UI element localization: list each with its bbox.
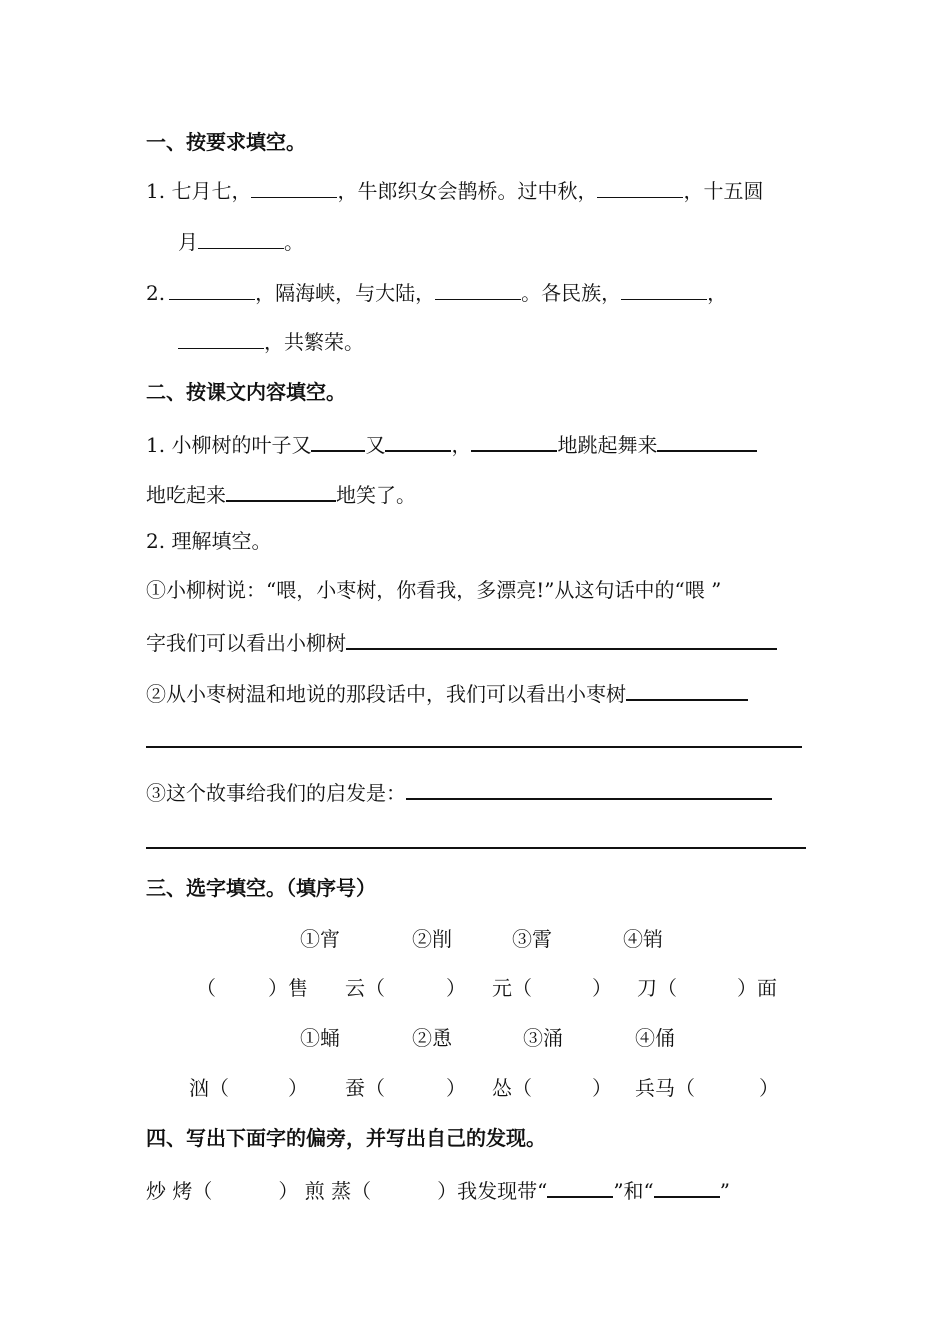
s4-text-d: ”和“ xyxy=(613,1179,654,1203)
blank[interactable] xyxy=(657,428,757,452)
s3-opt2-4: ④俑 xyxy=(635,1026,675,1050)
section-4-title: 四、写出下面字的偏旁，并写出自己的发现。 xyxy=(146,1126,546,1150)
s2-q1-text-c: ， xyxy=(451,433,472,457)
s3-r2-c: 蚕（ xyxy=(345,1076,385,1100)
s1-q2-line2 xyxy=(178,328,364,356)
s2-q2-p3-line xyxy=(146,776,772,807)
s3-r1-g: 刀（ xyxy=(637,976,677,1000)
s2-q2-p3-text: ③这个故事给我们的启发是： xyxy=(146,781,406,805)
answer-line[interactable] xyxy=(146,746,802,748)
s3-opt1-2: ②削 xyxy=(412,927,452,951)
blank[interactable] xyxy=(597,177,683,198)
s1-q2-text-d: ， xyxy=(707,281,728,305)
s2-q1-text-e: 地吃起来 xyxy=(146,483,226,507)
s1-q1-text-b: ，牛郎织女会鹊桥。过中秋， xyxy=(337,179,598,203)
s2-q2-title: 2. 理解填空。 xyxy=(146,529,272,553)
s3-opt2-2: ②恿 xyxy=(412,1026,452,1050)
blank[interactable] xyxy=(198,228,284,249)
s1-q2-text-e: ，共繁荣。 xyxy=(264,330,364,354)
s2-q1-text-a: 1. 小柳树的叶子又 xyxy=(146,433,312,457)
s3-r2-a: 汹（ xyxy=(189,1076,229,1100)
s2-q1-text-f: 地笑了。 xyxy=(336,483,416,507)
s4-text-c: ）我发现带“ xyxy=(437,1179,548,1203)
s3-r2-e: 怂（ xyxy=(492,1076,532,1100)
s3-opt1-4: ④销 xyxy=(623,927,663,951)
blank[interactable] xyxy=(621,279,707,300)
s3-r1-c: 云（ xyxy=(345,976,385,1000)
s2-q1-line2 xyxy=(146,478,416,509)
s3-r2-f: ） xyxy=(592,1076,612,1100)
s2-q1-line1 xyxy=(146,428,757,459)
s3-opt2-1: ①蛹 xyxy=(300,1026,340,1050)
s3-r2-g: 兵马（ xyxy=(635,1076,695,1100)
s3-opt1-3: ③霄 xyxy=(512,927,552,951)
blank[interactable] xyxy=(654,1174,720,1198)
s2-q2-p2-text: ②从小枣树温和地说的那段话中，我们可以看出小枣树 xyxy=(146,682,626,706)
s1-q2-text-a: 2. xyxy=(146,281,166,305)
s1-q1-line1 xyxy=(146,177,763,205)
s4-text-b: ） 煎 蒸（ xyxy=(278,1179,372,1203)
blank[interactable] xyxy=(169,279,255,300)
s1-q1-text-c: ，十五圆 xyxy=(683,179,764,203)
blank[interactable] xyxy=(406,776,772,800)
s3-r2-h: ） xyxy=(759,1076,779,1100)
s3-r1-f: ） xyxy=(592,976,612,1000)
blank[interactable] xyxy=(435,279,521,300)
section-1-title: 一、按要求填空。 xyxy=(146,130,306,154)
s1-q1-text-e: 。 xyxy=(284,230,304,254)
blank[interactable] xyxy=(547,1174,613,1198)
s3-r1-d: ） xyxy=(446,976,466,1000)
blank[interactable] xyxy=(471,428,557,452)
s2-q1-text-b: 又 xyxy=(365,433,386,457)
blank[interactable] xyxy=(385,428,451,452)
s2-q2-p1b-line xyxy=(146,626,777,657)
s2-q2-p1: ①小柳树说：“喂，小枣树，你看我，多漂亮!”从这句话中的“喂 ” xyxy=(146,578,722,602)
s4-text-a: 炒 烤（ xyxy=(146,1179,213,1203)
blank[interactable] xyxy=(626,677,748,701)
s3-r1-b: ）售 xyxy=(268,976,308,1000)
blank[interactable] xyxy=(251,177,337,198)
s1-q2-text-c: 。各民族， xyxy=(521,281,622,305)
s2-q2-p2-line xyxy=(146,677,748,708)
s1-q1-line2 xyxy=(178,228,304,256)
s3-r1-e: 元（ xyxy=(492,976,532,1000)
section-3-title: 三、选字填空。（填序号） xyxy=(146,876,376,900)
s1-q1-text-d: 月 xyxy=(178,230,198,254)
blank[interactable] xyxy=(226,478,336,502)
s4-text-e: ” xyxy=(719,1179,730,1203)
answer-line[interactable] xyxy=(146,847,806,849)
s3-r1-a: （ xyxy=(196,976,216,1000)
s3-opt1-1: ①宵 xyxy=(300,927,340,951)
section-2-title: 二、按课文内容填空。 xyxy=(146,380,346,404)
s1-q1-text-a: 1. 七月七， xyxy=(146,179,252,203)
s1-q2-text-b: ，隔海峡，与大陆， xyxy=(255,281,436,305)
s3-opt2-3: ③涌 xyxy=(523,1026,563,1050)
s2-q2-p1b-text: 字我们可以看出小柳树 xyxy=(146,631,346,655)
s3-r2-d: ） xyxy=(446,1076,466,1100)
s3-r1-h: ）面 xyxy=(737,976,777,1000)
blank[interactable] xyxy=(346,626,777,650)
s3-r2-b: ） xyxy=(288,1076,308,1100)
blank[interactable] xyxy=(178,328,264,349)
s2-q1-text-d: 地跳起舞来 xyxy=(557,433,658,457)
blank[interactable] xyxy=(311,428,365,452)
s4-line xyxy=(146,1174,730,1205)
s1-q2-line1 xyxy=(146,279,727,307)
